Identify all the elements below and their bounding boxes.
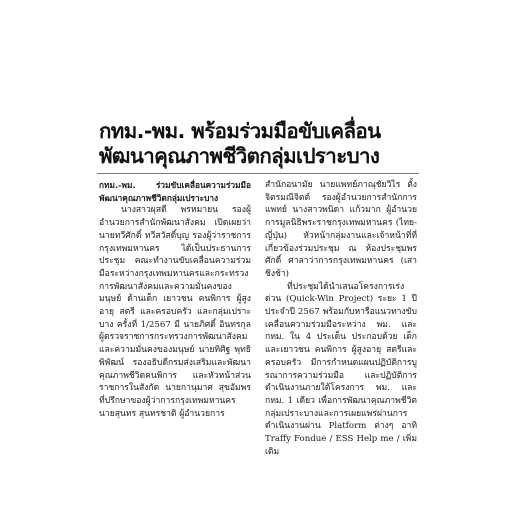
headline: [97, 118, 419, 169]
article-column-left: [99, 179, 251, 458]
newspaper-clipping: [97, 118, 419, 457]
article-columns: [97, 179, 419, 458]
article-lede: กทม.-พม. ร่วมขับเคลื่อนความร่วมมือพัฒนาคุณภาพชีวิตกลุ่มเปราะบาง: [99, 180, 251, 203]
headline-line-1: กทม.-พม. พร้อมร่วมมือขับเคลื่อน: [99, 119, 381, 143]
article-paragraph: สำนักอนามัย นายแพทย์ภาณุชัยวิไร ตั้งจิตรมณีจิตต์ รองผู้อำนวยการสำนักการแพทย์ นางสาวพนิดา แก้วมาก ผู้อำนวยการมูลนิธิพระราชกรุงเทพมหานคร (ไทย-ญี่ปุ่น) หัวหน้ากลุ่มงานและเจ้าหน้าที่ที่เกี่ยวข้องร่วมประชุม ณ ห้องประชุมพรศักดิ์ ศาลาว่าการกรุงเทพมหานคร (เสาชิงช้า): [265, 180, 417, 279]
headline-divider: [97, 173, 419, 174]
headline-line-2: พัฒนาคุณภาพชีวิตกลุ่มเปราะบาง: [99, 144, 380, 168]
article-paragraph: ที่ประชุมได้นำเสนอโครงการเร่งด่วน (Quick-Win Project) ระยะ 1 ปี ประจำปี 2567 พร้อมกับหารือแนวทางขับเคลื่อนความร่วมมือระหว่าง พม. และ กทม. ใน 4 ประเด็น ประกอบด้วย เด็กและเยาวชน คนพิการ ผู้สูงอายุ สตรีและครอบครัว มีการกำหนดแผนปฏิบัติการบูรณาการความร่วมมือ และปฏิบัติการดำเนินงานภายใต้โครงการ พม. และ กทม. 1 เดียว เพื่อการพัฒนาคุณภาพชีวิตกลุ่มเปราะบางและการเผยแพร่ผ่านการดำเนินงานผ่าน Platform ต่างๆ อาทิ Traffy Fondue / ESS Help me / เพิ่มเติม: [265, 281, 417, 457]
article-paragraph: นางสาวผุสดี พรหมายน รองผู้อำนวยการสำนักพัฒนาสังคม เปิดเผยว่า นายทวีศักดิ์ ทวีสวัสดิ์บุญ รองผู้ว่าราชการกรุงเทพมหานคร ได้เป็นประธานการประชุม คณะทำงานขับเคลื่อนความร่วมมือระหว่างกรุงเทพมหานครและกระทรวงการพัฒนาสังคมและความมั่นคงของมนุษย์ ด้านเด็ก เยาวชน คนพิการ ผู้สูงอายุ สตรี และครอบครัว และกลุ่มเปราะบาง ครั้งที่ 1/2567 มี นายภิศดิ์ อินทรกุล ผู้ตรวจราชการกระทรวงการพัฒนาสังคมและความมั่นคงของมนุษย์ นายทิศิฐ พุทธิพิพัฒน์ รองอธิบดีกรมส่งเสริมและพัฒนาคุณภาพชีวิตคนพิการ และหัวหน้าส่วนราชการในสังกัด นายกานุมาศ สุขอัมพร ที่ปรึกษาของผู้ว่าการกรุงเทพมหานคร นายสุนทร สุนทรชาติ ผู้อำนวยการ: [99, 205, 251, 419]
article-column-right: [265, 179, 417, 458]
